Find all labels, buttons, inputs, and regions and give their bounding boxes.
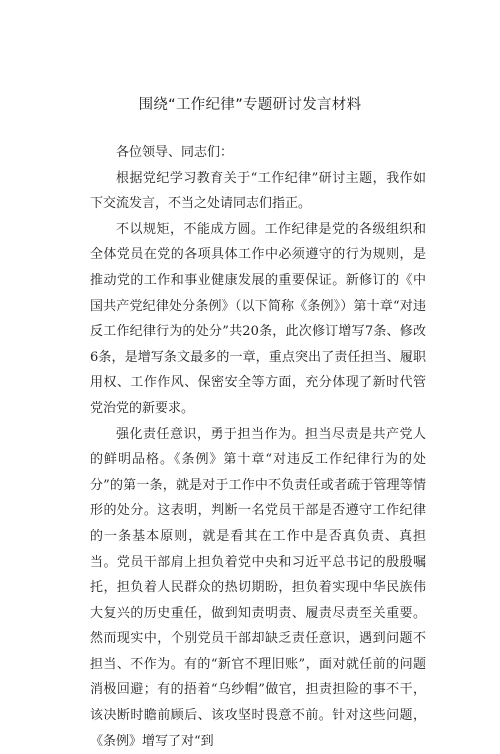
document-title: 围绕“工作纪律”专题研讨发言材料 bbox=[138, 97, 362, 113]
paragraph-responsibility: 强化责任意识，勇于担当作为。担当尽责是共产党人的鲜明品格。《条例》第十章“对违反工作纪律行为的处分”的第一条，就是对于工作中不负责任或者疏于管理等情形的处分。这表明，判断一名党员干部是否遵守工作纪律的一条基本原则，就是看其在工作中是否真负责、真担当。党员干部肩上担负着党中央和习近平总书记的殷殷嘱托，担负着人民群众的热切期盼，担负着实现中华民族伟大复兴的历史重任，做到知责明责、履责尽责至关重要。然而现实中，个别党员干部却缺乏责任意识，遇到问题不担当、不作为。有的“新官不理旧账”，面对就任前的问题消极回避；有的捂着“乌纱帽”做官，担责担险的事不干，该决断时瞻前顾后、该攻坚时畏意不前。针对这些问题，《条例》增写了对“到 bbox=[90, 426, 426, 749]
document-body bbox=[90, 140, 426, 754]
paragraph-intro: 根据党纪学习教育关于“工作纪律”研讨主题，我作如下交流发言，不当之处请同志们指正。 bbox=[90, 170, 426, 212]
greeting-line: 各位领导、同志们： bbox=[116, 145, 234, 160]
paragraph-discipline-overview: 不以规矩，不能成方圆。工作纪律是党的各级组织和全体党员在党的各项具体工作中必须遵守的行为规则，是推动党的工作和事业健康发展的重要保证。新修订的《中国共产党纪律处分条例》（以下简称《条例》）第十章“对违反工作纪律行为的处分”共20条，此次修订增写7条、修改6条，是增写条文最多的一章，重点突出了责任担当、履职用权、工作作风、保密安全等方面，充分体现了新时代管党治党的新要求。 bbox=[90, 221, 426, 416]
